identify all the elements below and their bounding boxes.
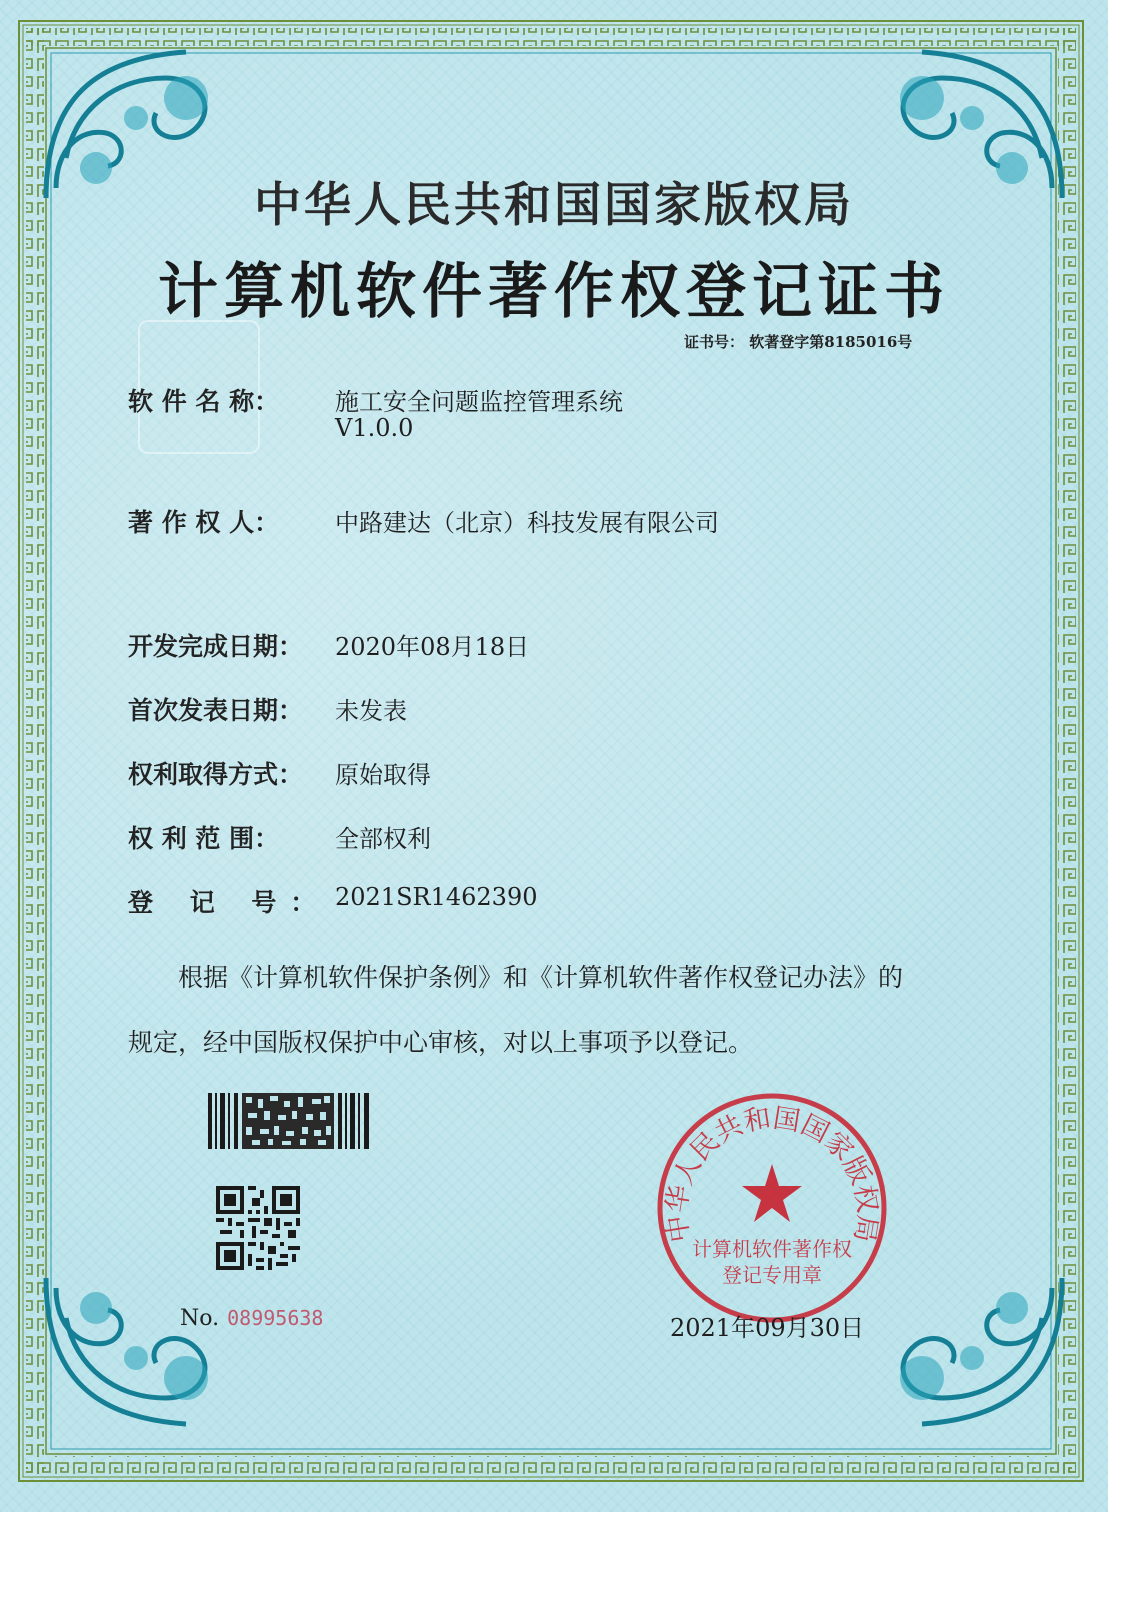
certificate-number: 证书号： 软著登字第8185016号 — [684, 333, 913, 351]
issue-date: 2021年09月30日 — [670, 1314, 865, 1342]
field-label-completion-date: 开发完成日期： — [128, 632, 304, 661]
seal-line-2: 登记专用章 — [722, 1263, 822, 1287]
field-value-rights-scope: 全部权利 — [335, 825, 431, 853]
qr-code-image — [216, 1186, 300, 1270]
field-value-software-version: V1.0.0 — [335, 414, 414, 442]
field-label-rights-scope: 权 利 范 围： — [128, 824, 280, 853]
field-value-first-publication: 未发表 — [335, 697, 407, 725]
statement-line-2: 规定，经中国版权保护中心审核，对以上事项予以登记。 — [128, 1028, 754, 1057]
corner-ornament-bottom-right — [862, 1268, 1072, 1438]
issuer-heading: 中华人民共和国国家版权局 — [254, 178, 854, 233]
barcode-image — [208, 1093, 370, 1149]
serial-number — [180, 1306, 323, 1331]
field-label-software-name: 软 件 名 称： — [128, 387, 280, 416]
field-value-acquisition-method: 原始取得 — [335, 761, 431, 789]
corner-ornament-bottom-left — [36, 1268, 246, 1438]
field-value-registration-number: 2021SR1462390 — [335, 883, 538, 911]
serial-value: 08995638 — [227, 1306, 324, 1330]
field-value-copyright-owner: 中路建达（北京）科技发展有限公司 — [335, 509, 719, 537]
certificate-title: 计算机软件著作权登记证书 — [158, 257, 950, 327]
field-label-first-publication: 首次发表日期： — [128, 696, 304, 725]
field-label-registration-number: 登 记 号： — [128, 888, 330, 917]
greek-key-border — [18, 20, 1084, 1482]
seal-line-1: 计算机软件著作权 — [692, 1237, 852, 1261]
serial-prefix: No. — [180, 1306, 220, 1331]
statement-line-1: 根据《计算机软件保护条例》和《计算机软件著作权登记办法》的 — [178, 963, 904, 992]
field-value-software-name: 施工安全问题监控管理系统 — [335, 388, 623, 416]
field-label-acquisition-method: 权利取得方式： — [128, 760, 304, 789]
field-value-completion-date: 2020年08月18日 — [335, 633, 530, 661]
field-label-copyright-owner: 著 作 权 人： — [128, 508, 280, 537]
seal-outer-text: 中华人民共和国国家版权局 — [661, 1102, 883, 1245]
official-seal — [652, 1090, 892, 1326]
